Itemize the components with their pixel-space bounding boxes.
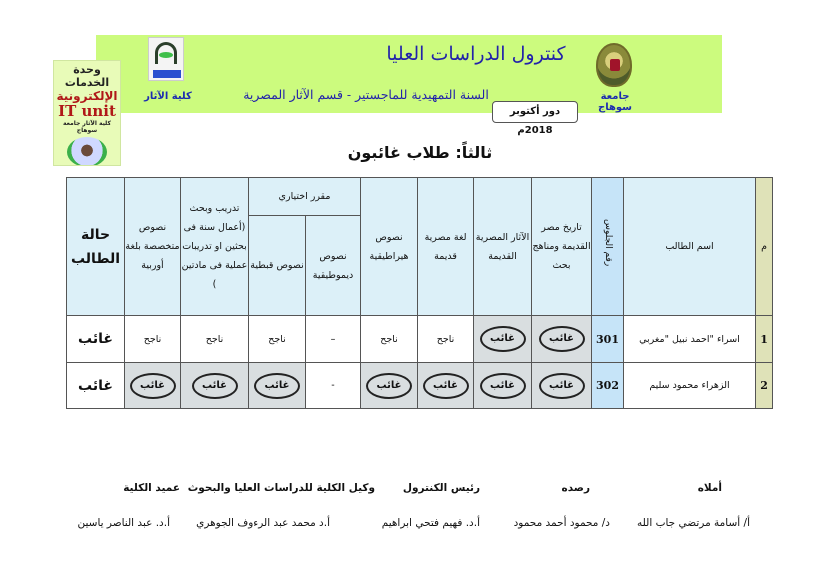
it-unit-logo bbox=[53, 60, 121, 166]
page-subtitle: السنة التمهيدية للماجستير - قسم الآثار المصرية bbox=[243, 87, 489, 102]
header-banner bbox=[96, 35, 722, 113]
grade-coptic: ناجح bbox=[249, 316, 306, 363]
signature-title-recorded: رصده bbox=[561, 482, 590, 494]
it-unit-line4: كلية الآثار جامعة سوهاج bbox=[62, 120, 111, 134]
signature-name-dictated: أ/ أسامة مرتضي جاب الله bbox=[637, 517, 750, 529]
header-european-texts: نصوص متخصصة بلغة أوربية bbox=[125, 178, 181, 316]
signature-titles bbox=[80, 482, 750, 500]
row-index: 1 bbox=[756, 316, 773, 363]
signature-title-dean: عميد الكلية bbox=[123, 482, 180, 494]
university-name: جامعة سوهاج bbox=[598, 91, 632, 113]
signature-names bbox=[60, 517, 750, 535]
it-unit-line2: الإلكترونية bbox=[56, 89, 118, 103]
page-title: كنترول الدراسات العليا bbox=[386, 43, 566, 65]
row-index: 2 bbox=[756, 363, 773, 409]
absent-mark: غائب bbox=[423, 373, 469, 399]
table-row bbox=[67, 363, 773, 409]
grade-history bbox=[532, 316, 592, 363]
signature-title-dictated: أملاه bbox=[697, 482, 722, 494]
grade-demotic: - bbox=[306, 363, 361, 409]
seat-number: 301 bbox=[592, 316, 624, 363]
grade-antiquities bbox=[474, 316, 532, 363]
absent-students-table bbox=[66, 177, 773, 409]
header-ancient-egyptian-language: لغة مصرية قديمة bbox=[418, 178, 474, 316]
header-seat-number bbox=[592, 178, 624, 316]
header-seat-number-label: رقم الجلوس bbox=[603, 219, 614, 267]
signature-title-control-head: رئيس الكنترول bbox=[402, 482, 480, 494]
signature-name-dean: أ.د. عبد الناصر ياسين bbox=[77, 517, 170, 529]
header-training-research: تدريب وبحث (أعمال سنة فى بحثين او تدريبات عملية فى مادتين ) bbox=[181, 178, 249, 316]
grade-coptic bbox=[249, 363, 306, 409]
faculty-logo-icon bbox=[148, 37, 184, 81]
header-index: م bbox=[756, 178, 773, 316]
portrait-icon bbox=[67, 137, 107, 166]
header-student-name: اسم الطالب bbox=[624, 178, 756, 316]
grade-demotic: – bbox=[306, 316, 361, 363]
grade-language: ناجح bbox=[418, 316, 474, 363]
grade-european: ناجح bbox=[125, 316, 181, 363]
grade-hieratic: ناجح bbox=[361, 316, 418, 363]
student-status: غائب bbox=[67, 363, 125, 409]
header-status: حالة الطالب bbox=[67, 178, 125, 316]
absent-mark: غائب bbox=[480, 373, 526, 399]
university-logo-icon bbox=[596, 43, 632, 87]
grade-training bbox=[181, 363, 249, 409]
absent-mark: غائب bbox=[254, 373, 300, 399]
it-unit-line3: IT unit bbox=[58, 102, 116, 120]
student-name: الزهراء محمود سليم bbox=[624, 363, 756, 409]
grade-hieratic bbox=[361, 363, 418, 409]
header-ancient-egypt-history: تاريخ مصر القديمة ومناهج بحث bbox=[532, 178, 592, 316]
header-coptic-texts: نصوص قبطية bbox=[249, 216, 306, 316]
absent-mark: غائب bbox=[366, 373, 412, 399]
it-unit-line1: وحدة الخدمات bbox=[64, 63, 110, 89]
grade-european bbox=[125, 363, 181, 409]
grade-history bbox=[532, 363, 592, 409]
student-status: غائب bbox=[67, 316, 125, 363]
grade-training: ناجح bbox=[181, 316, 249, 363]
table-row bbox=[67, 316, 773, 363]
signature-name-vice-dean: أ.د محمد عبد الرءوف الجوهري bbox=[196, 517, 330, 529]
header-elective-group: مقرر اختياري bbox=[249, 178, 361, 216]
absent-mark: غائب bbox=[539, 373, 585, 399]
student-name: اسراء "احمد نبيل "مغربي bbox=[624, 316, 756, 363]
faculty-name: كلية الآثار bbox=[144, 91, 192, 102]
absent-mark: غائب bbox=[130, 373, 176, 399]
signature-name-recorded: د/ محمود أحمد محمود bbox=[513, 517, 610, 529]
grade-antiquities bbox=[474, 363, 532, 409]
absent-mark: غائب bbox=[539, 326, 585, 352]
section-title: ثالثاً: طلاب غائبون bbox=[347, 143, 493, 162]
session-badge: دور أكتوبر 2018م bbox=[492, 101, 578, 123]
signature-title-vice-dean: وكيل الكلية للدراسات العليا والبحوث bbox=[187, 482, 375, 494]
absent-mark: غائب bbox=[192, 373, 238, 399]
header-ancient-egyptian-antiquities: الآثار المصرية القديمة bbox=[474, 178, 532, 316]
absent-mark: غائب bbox=[480, 326, 526, 352]
grade-language bbox=[418, 363, 474, 409]
header-demotic-texts: نصوص ديموطيقية bbox=[306, 216, 361, 316]
signature-name-control-head: أ.د. فهيم فتحي ابراهيم bbox=[381, 517, 480, 529]
seat-number: 302 bbox=[592, 363, 624, 409]
header-hieratic-texts: نصوص هيراطيقية bbox=[361, 178, 418, 316]
